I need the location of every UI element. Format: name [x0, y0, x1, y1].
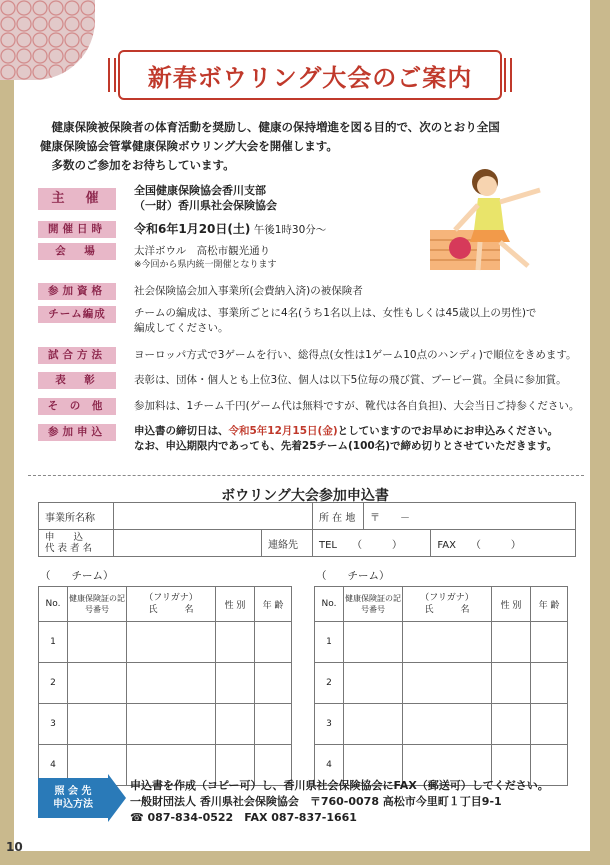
border-left — [0, 0, 14, 865]
arrow-line-1: 照 会 先 — [54, 786, 92, 797]
method-text: ヨーロッパ方式で3ゲームを行い、総得点(女性は1ゲーム10点のハンディ)で順位をきめます。 — [134, 349, 577, 361]
team-table-left — [38, 586, 292, 786]
page-number: 10 — [6, 840, 23, 854]
form-title: ボウリング大会参加申込書 — [221, 488, 389, 504]
venue-note: ※今回から県内統一開催となります — [134, 260, 277, 270]
venue-line-1: 太洋ボウル 高松市観光通り — [134, 245, 271, 257]
tel-input[interactable]: TEL （ ） — [313, 530, 431, 557]
cut-line — [28, 475, 584, 476]
footer-line-1: 申込書を作成（コピー可）し、香川県社会保険協会にFAX（郵送可）してください。 — [130, 779, 549, 792]
col-furigana: （フリガナ） — [144, 593, 198, 603]
label-eligibility: 参加資格 — [38, 283, 116, 300]
label-datetime: 開催日時 — [38, 221, 116, 238]
label-team: チーム編成 — [38, 306, 116, 323]
company-input[interactable] — [114, 503, 313, 530]
team-table-right — [314, 586, 568, 786]
title-box — [118, 50, 502, 100]
table-row: 3 — [315, 704, 568, 745]
apply-deadline: 令和5年12月15日(金) — [228, 425, 338, 437]
border-right — [590, 0, 610, 865]
datetime-text — [134, 222, 326, 238]
col-gender: 性 別 — [216, 587, 255, 622]
address-label: 所 在 地 — [313, 503, 364, 530]
col-name-label: 氏 名 — [148, 605, 194, 615]
col-no: No. — [39, 587, 68, 622]
col-furigana: （フリガナ） — [420, 593, 474, 603]
table-row: 2 — [315, 663, 568, 704]
contact-label: 連絡先 — [262, 530, 313, 557]
table-row: 4 — [315, 745, 568, 786]
col-cert: 健康保険証の記号番号 — [68, 587, 127, 622]
applicant-info-table — [38, 502, 576, 557]
team-label-right: （ チーム） — [316, 570, 390, 582]
col-cert: 健康保険証の記号番号 — [344, 587, 403, 622]
apply-pre: 申込書の締切日は、 — [134, 425, 229, 437]
col-no: No. — [315, 587, 344, 622]
apply-text — [134, 424, 558, 454]
page-title: 新春ボウリング大会のご案内 — [147, 64, 473, 92]
team-line-2: 編成してください。 — [134, 322, 229, 334]
label-other: そ の 他 — [38, 398, 116, 415]
label-apply: 参加申込 — [38, 424, 116, 441]
table-row: 4 — [39, 745, 292, 786]
label-organizer: 主 催 — [38, 188, 116, 210]
company-label: 事業所名称 — [39, 503, 114, 530]
eligibility-text: 社会保険協会加入事業所(会費納入済)の被保険者 — [134, 285, 363, 297]
col-name — [403, 587, 492, 622]
apply-post: としていますのでお早めにお申込みください。 — [337, 425, 559, 437]
table-row: 2 — [39, 663, 292, 704]
col-age: 年 齢 — [531, 587, 568, 622]
decorative-pattern-top-left — [0, 0, 95, 80]
table-row: 1 — [315, 622, 568, 663]
organizer-text — [134, 183, 277, 213]
intro-line-1: 健康保険被保険者の体育活動を奨励し、健康の保持増進を図る目的で、次のとおり全国 — [51, 120, 500, 134]
other-text: 参加料は、1チーム千円(ゲーム代は無料ですが、靴代は各自負担)、大会当日ご持参ください。 — [134, 400, 580, 412]
contact-arrow-badge — [38, 778, 108, 818]
intro-line-2: 健康保険協会管掌健康保険ボウリング大会を開催します。 — [40, 139, 338, 153]
label-method: 試合方法 — [38, 347, 116, 364]
event-time: 午後1時30分～ — [253, 224, 327, 236]
apply-line-2: なお、申込期限内であっても、先着25チーム(100名)で締め切りとさせていただきます。 — [134, 440, 558, 452]
applicant-input[interactable] — [114, 530, 262, 557]
col-name-label: 氏 名 — [424, 605, 470, 615]
col-gender: 性 別 — [492, 587, 531, 622]
team-line-1: チームの編成は、事業所ごとに4名(うち1名以上は、女性もしくは45歳以上の男性)で — [134, 307, 537, 319]
border-bottom — [0, 851, 610, 865]
event-date: 令和6年1月20日(土) — [134, 222, 251, 236]
table-row: 3 — [39, 704, 292, 745]
table-row: 1 — [39, 622, 292, 663]
award-text: 表彰は、団体・個人とも上位3位、個人は以下5位毎の飛び賞、ブービー賞。全員に参加賞。 — [134, 374, 567, 386]
organizer-line-1: 全国健康保険協会香川支部 — [134, 184, 266, 197]
team-label-left: （ チーム） — [40, 570, 114, 582]
col-name — [127, 587, 216, 622]
fax-input[interactable]: FAX （ ） — [431, 530, 576, 557]
footer-contact-text — [130, 778, 549, 826]
label-award: 表 彰 — [38, 372, 116, 389]
intro-line-3: 多数のご参加をお待ちしています。 — [51, 158, 235, 172]
organizer-line-2: （一財）香川県社会保険協会 — [134, 199, 277, 212]
team-text — [134, 306, 536, 336]
bowling-girl-illustration — [430, 160, 560, 280]
applicant-label: 申 込 代 表 者 名 — [39, 530, 114, 557]
footer-line-3: ☎ 087-834-0522 FAX 087-837-1661 — [130, 811, 357, 824]
venue-text — [134, 244, 277, 271]
address-input[interactable]: 〒 － — [364, 503, 576, 530]
arrow-line-2: 申込方法 — [53, 799, 93, 810]
label-venue: 会 場 — [38, 243, 116, 260]
footer-line-2: 一般財団法人 香川県社会保険協会 〒760-0078 高松市今里町１丁目9-1 — [130, 795, 502, 808]
col-age: 年 齢 — [255, 587, 292, 622]
